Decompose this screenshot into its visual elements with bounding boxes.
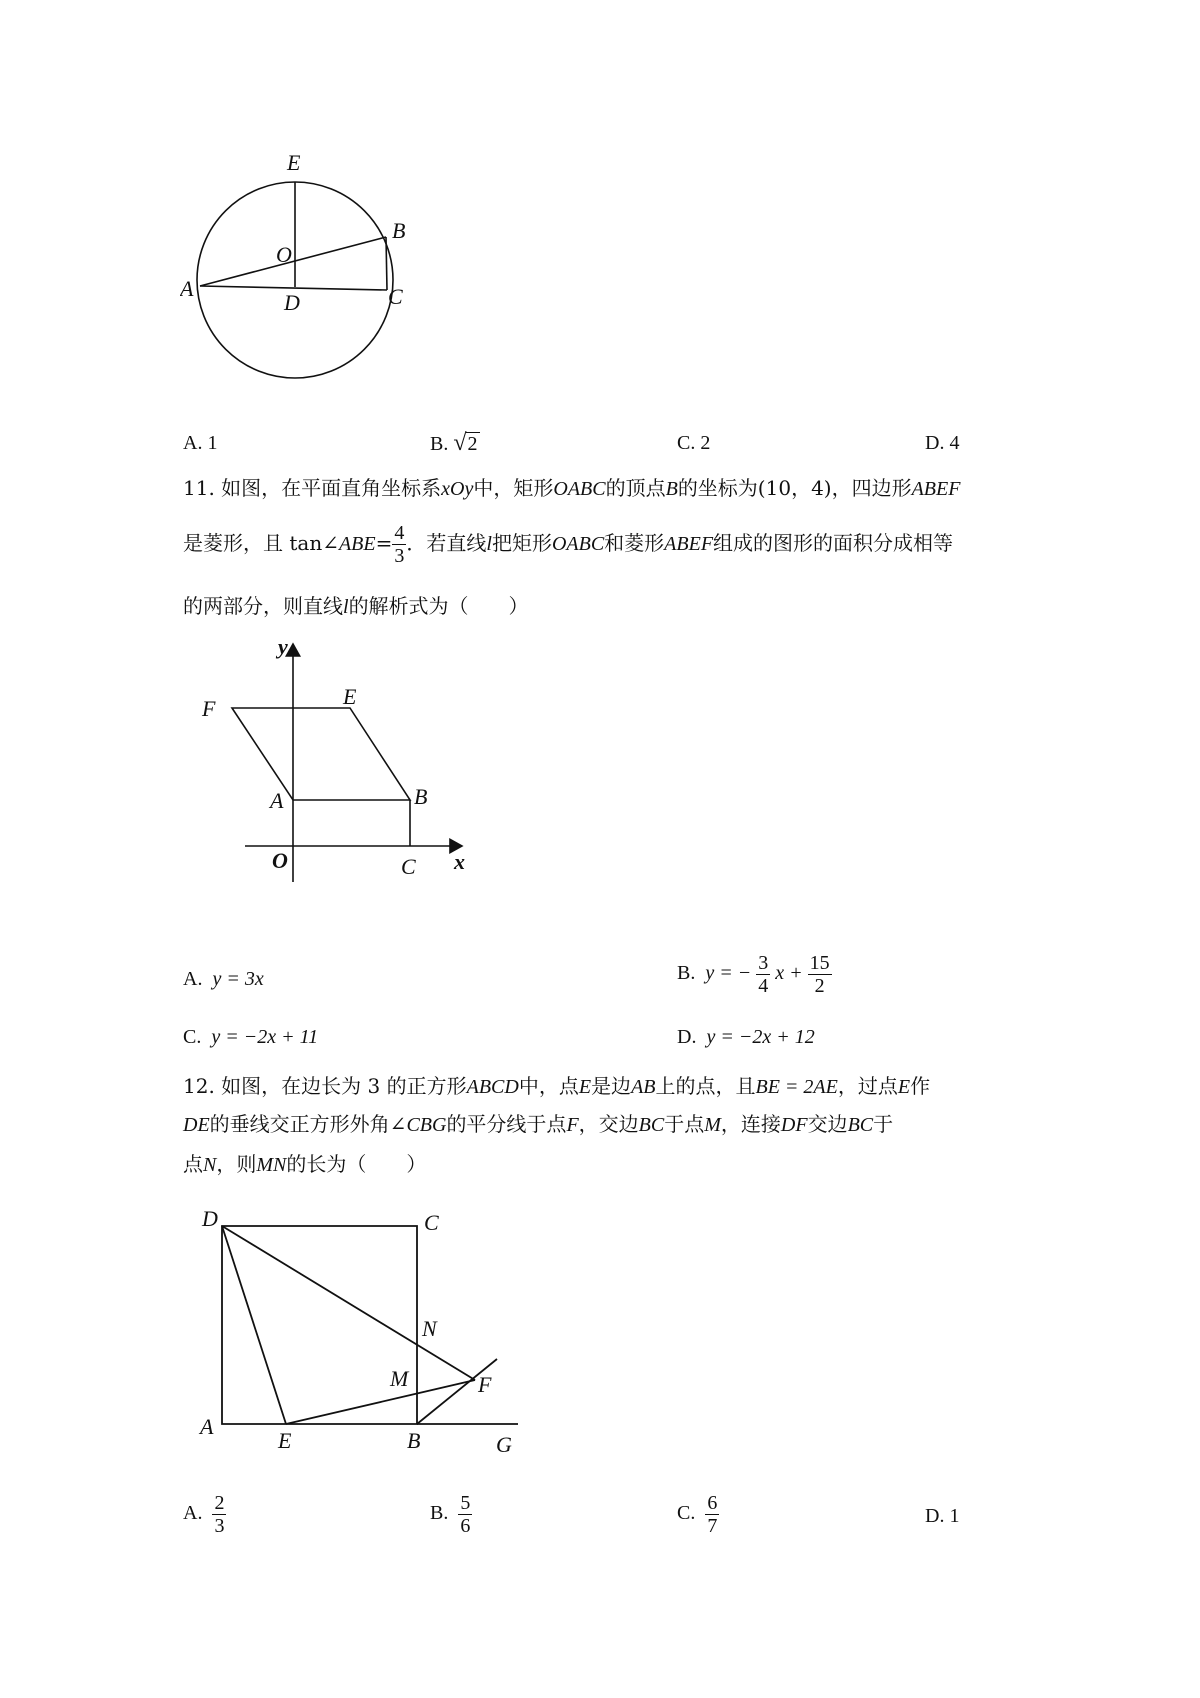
text: 的顶点	[605, 476, 666, 500]
text: 如图，在平面直角坐标系	[221, 476, 442, 500]
label-e: E	[343, 684, 357, 709]
rhombus-abef	[232, 708, 410, 800]
option-expr: y = −2x + 11	[211, 1026, 319, 1048]
text: 的解析式为（ ）	[348, 594, 529, 618]
segment-bc	[386, 237, 387, 290]
frac-num: 4	[394, 522, 405, 544]
text: 的垂线交正方形外角∠	[209, 1112, 407, 1136]
math-e: E	[578, 1076, 592, 1098]
text: ，交边	[578, 1112, 639, 1136]
fraction-4-3	[392, 522, 406, 567]
label-d: D	[202, 1206, 218, 1231]
math-m: M	[704, 1114, 721, 1136]
label-m: M	[390, 1366, 409, 1391]
frac-den: 4	[758, 975, 769, 997]
text: 点	[183, 1152, 203, 1176]
math-mn: MN	[256, 1154, 287, 1176]
text: 于点	[664, 1112, 705, 1136]
math-abcd: ABCD	[466, 1076, 519, 1098]
square-abcd	[222, 1226, 417, 1424]
math-bc: BC	[847, 1114, 874, 1136]
text: 的坐标为(10，4)，四边形	[677, 476, 912, 500]
math-l: l	[486, 533, 492, 555]
text: 中，点	[518, 1074, 579, 1098]
label-b: B	[407, 1428, 421, 1453]
math-be-2ae: BE = 2AE	[755, 1076, 838, 1098]
circle-figure	[180, 150, 440, 400]
text: ，过点	[837, 1074, 898, 1098]
math-abe: ABE	[338, 533, 376, 555]
option-letter: A.	[183, 432, 203, 454]
text: 于	[873, 1112, 894, 1136]
label-c: C	[401, 854, 416, 879]
label-g: G	[496, 1432, 512, 1457]
option-letter: C.	[677, 1502, 696, 1525]
frac-num: 6	[707, 1492, 718, 1514]
sqrt-sign: √	[453, 430, 467, 456]
frac-num: 5	[460, 1492, 471, 1514]
option-letter: D.	[677, 1026, 697, 1048]
math-f: F	[566, 1114, 579, 1136]
option-letter: B.	[430, 433, 449, 455]
q11-line-3	[183, 592, 529, 621]
q12-line-3	[183, 1150, 426, 1179]
option-letter: D.	[925, 432, 945, 454]
q11-option-d[interactable]	[677, 1026, 815, 1049]
option-letter: A.	[183, 968, 203, 990]
question-number: 11.	[183, 476, 215, 500]
segment-ab	[200, 237, 386, 286]
square-figure	[190, 1200, 530, 1470]
frac-den: 7	[707, 1515, 718, 1537]
q10-option-b[interactable]	[430, 430, 480, 457]
q12-option-b[interactable]	[430, 1492, 472, 1537]
text: 上的点，且	[655, 1074, 756, 1098]
text: 是边	[591, 1074, 632, 1098]
q11-line-1	[183, 474, 960, 503]
option-expr-mid: x +	[775, 962, 803, 985]
label-o: O	[272, 848, 288, 873]
label-c: C	[424, 1210, 439, 1235]
q11-line-2	[183, 522, 953, 567]
label-b: B	[392, 218, 406, 243]
fraction-5-6	[458, 1492, 472, 1537]
option-expr: y = 3x	[212, 968, 264, 990]
option-letter: A.	[183, 1502, 203, 1525]
frac-den: 3	[214, 1515, 225, 1537]
label-y: y	[278, 634, 288, 659]
q10-option-d[interactable]	[925, 432, 959, 455]
segment-de	[222, 1226, 286, 1424]
math-abef: ABEF	[911, 478, 961, 500]
math-n: N	[203, 1154, 217, 1176]
option-letter: D.	[925, 1505, 945, 1527]
q12-option-c[interactable]	[677, 1492, 719, 1537]
label-n: N	[422, 1316, 437, 1341]
math-ab: AB	[631, 1076, 656, 1098]
text: =	[375, 531, 393, 555]
text: 交边	[807, 1112, 848, 1136]
option-value: 4	[949, 432, 960, 454]
text: 组成的图形的面积分成相等	[713, 531, 954, 555]
text: 是菱形，且 tan∠	[183, 531, 339, 555]
math-cbg: CBG	[406, 1114, 447, 1136]
option-value: 2	[700, 432, 711, 454]
q11-option-b[interactable]	[677, 952, 832, 997]
option-value: 1	[949, 1505, 960, 1527]
text: 的两部分，则直线	[183, 594, 343, 618]
option-letter: B.	[677, 962, 696, 985]
text: 如图，在边长为 3 的正方形	[221, 1074, 467, 1098]
label-a: A	[270, 788, 284, 813]
math-abef: ABEF	[664, 533, 714, 555]
math-df: DF	[780, 1114, 808, 1136]
math-e: E	[897, 1076, 911, 1098]
segment-df	[222, 1226, 475, 1380]
q10-option-c[interactable]	[677, 432, 710, 455]
label-f: F	[202, 696, 216, 721]
text: 和菱形	[604, 531, 665, 555]
label-x: x	[454, 849, 465, 874]
radicand: 2	[467, 433, 478, 455]
coordinate-figure	[190, 632, 480, 892]
q12-line-2	[183, 1110, 893, 1139]
math-l: l	[343, 596, 349, 618]
text: 中，矩形	[473, 476, 554, 500]
label-c: C	[388, 284, 403, 309]
frac-num: 2	[214, 1492, 225, 1514]
text: ，则	[216, 1152, 257, 1176]
label-f: F	[478, 1372, 492, 1397]
label-e: E	[278, 1428, 292, 1453]
text: ，连接	[720, 1112, 781, 1136]
fraction-3-4	[756, 952, 770, 997]
label-e: E	[287, 150, 301, 175]
option-letter: C.	[677, 432, 696, 454]
frac-den: 2	[814, 975, 825, 997]
math-b: B	[665, 478, 678, 500]
text: 的长为（ ）	[286, 1152, 427, 1176]
label-d: D	[284, 290, 300, 315]
option-expr: y = −2x + 12	[706, 1026, 815, 1048]
q11-option-a[interactable]	[183, 968, 264, 991]
option-value: 1	[207, 432, 218, 454]
option-letter: B.	[430, 1502, 449, 1525]
q11-option-c[interactable]	[183, 1026, 318, 1049]
text: 作	[910, 1074, 931, 1098]
label-a: A	[200, 1414, 214, 1439]
math-de: DE	[183, 1114, 210, 1136]
label-o: O	[276, 242, 292, 267]
frac-den: 6	[460, 1515, 471, 1537]
segment-ef	[286, 1380, 475, 1424]
label-a: A	[180, 276, 194, 301]
text: 的平分线于点	[446, 1112, 567, 1136]
q10-option-a[interactable]	[183, 432, 217, 455]
math-bc: BC	[638, 1114, 665, 1136]
frac-num: 15	[809, 952, 830, 974]
label-b: B	[414, 784, 428, 809]
math-xoy: xOy	[441, 478, 474, 500]
math-oabc: OABC	[553, 478, 606, 500]
q12-option-d[interactable]	[925, 1505, 959, 1528]
frac-den: 3	[394, 545, 405, 567]
fraction-2-3	[212, 1492, 226, 1537]
text: 把矩形	[491, 531, 552, 555]
fraction-6-7	[705, 1492, 719, 1537]
q12-line-1	[183, 1072, 930, 1101]
question-number: 12.	[183, 1074, 215, 1098]
q12-option-a[interactable]	[183, 1492, 226, 1537]
text: ．若直线	[406, 531, 487, 555]
frac-num: 3	[758, 952, 769, 974]
fraction-15-2	[808, 952, 832, 997]
math-oabc: OABC	[551, 533, 605, 555]
option-letter: C.	[183, 1026, 202, 1048]
option-expr-pre: y = −	[705, 962, 752, 985]
